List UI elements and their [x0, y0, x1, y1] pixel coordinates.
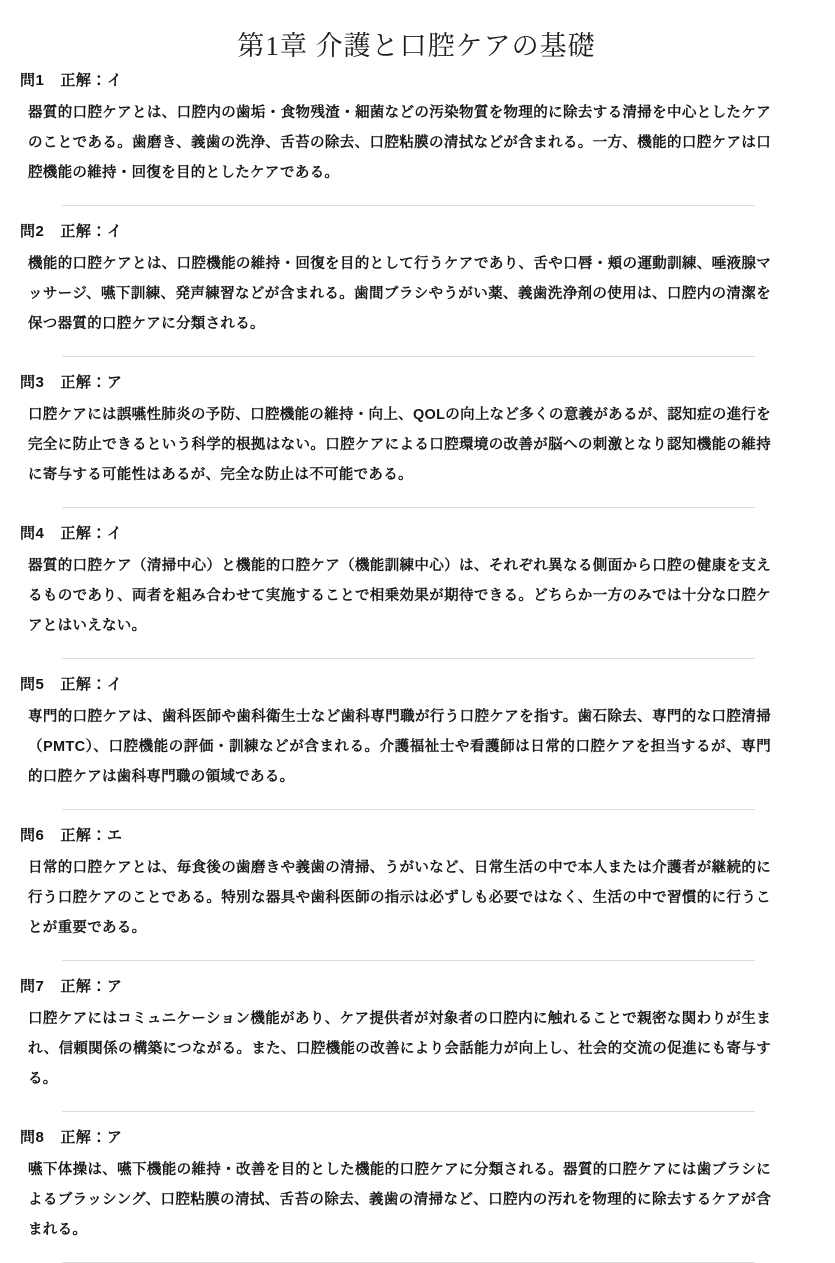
- question-number: 問6: [20, 827, 45, 844]
- section-divider: [62, 1111, 755, 1112]
- section-divider: [62, 507, 755, 508]
- question-block-4: [20, 523, 813, 659]
- question-number: 問8: [20, 1129, 45, 1146]
- question-answer: 正解：イ: [60, 676, 123, 693]
- question-block-3: [20, 372, 813, 508]
- question-explanation: 器質的口腔ケアとは、口腔内の歯垢・食物残渣・細菌などの汚染物質を物理的に除去する清掃を中心としたケアのことである。歯磨き、義歯の洗浄、舌苔の除去、口腔粘膜の清拭などが含まれる。一方、機能的口腔ケアは口腔機能の維持・回復を目的としたケアである。: [28, 105, 771, 181]
- question-block-2: [20, 221, 813, 357]
- question-number: 問1: [20, 72, 45, 89]
- question-explanation: 器質的口腔ケア（清掃中心）と機能的口腔ケア（機能訓練中心）は、それぞれ異なる側面から口腔の健康を支えるものであり、両者を組み合わせて実施することで相乗効果が期待できる。どちらか一方のみでは十分な口腔ケアとはいえない。: [28, 558, 771, 634]
- question-answer: 正解：ア: [60, 374, 123, 391]
- question-answer: 正解：ア: [60, 1129, 123, 1146]
- question-block-8: [20, 1127, 813, 1263]
- section-divider: [62, 809, 755, 810]
- question-explanation: 専門的口腔ケアは、歯科医師や歯科衛生士など歯科専門職が行う口腔ケアを指す。歯石除去、専門的な口腔清掃（PMTC）、口腔機能の評価・訓練などが含まれる。介護福祉士や看護師は日常的口腔ケアを担当するが、専門的口腔ケアは歯科専門職の領域である。: [28, 709, 771, 785]
- question-header: [20, 674, 813, 696]
- question-number: 問3: [20, 374, 45, 391]
- section-divider: [62, 356, 755, 357]
- question-header: [20, 70, 813, 92]
- question-block-6: [20, 825, 813, 961]
- question-number: 問5: [20, 676, 45, 693]
- question-answer: 正解：ア: [60, 978, 123, 995]
- question-header: [20, 221, 813, 243]
- question-block-5: [20, 674, 813, 810]
- question-explanation: 機能的口腔ケアとは、口腔機能の維持・回復を目的として行うケアであり、舌や口唇・頬の運動訓練、唾液腺マッサージ、嚥下訓練、発声練習などが含まれる。歯間ブラシやうがい薬、義歯洗浄剤の使用は、口腔内の清潔を保つ器質的口腔ケアに分類される。: [28, 256, 771, 332]
- section-divider: [62, 960, 755, 961]
- question-block-1: [20, 70, 813, 206]
- question-number: 問7: [20, 978, 45, 995]
- question-answer: 正解：イ: [60, 223, 123, 240]
- question-block-7: [20, 976, 813, 1112]
- question-answer: 正解：イ: [60, 72, 123, 89]
- question-header: [20, 372, 813, 394]
- question-header: [20, 825, 813, 847]
- section-divider: [62, 205, 755, 206]
- question-number: 問2: [20, 223, 45, 240]
- question-header: [20, 1127, 813, 1149]
- section-divider: [62, 658, 755, 659]
- question-answer: 正解：エ: [60, 827, 123, 844]
- chapter-title: 第1章 介護と口腔ケアの基礎: [237, 31, 596, 61]
- question-explanation: 口腔ケアには誤嚥性肺炎の予防、口腔機能の維持・向上、QOLの向上など多くの意義があるが、認知症の進行を完全に防止できるという科学的根拠はない。口腔ケアによる口腔環境の改善が脳への刺激となり認知機能の維持に寄与する可能性はあるが、完全な防止は不可能である。: [28, 407, 771, 483]
- question-explanation: 日常的口腔ケアとは、毎食後の歯磨きや義歯の清掃、うがいなど、日常生活の中で本人または介護者が継続的に行う口腔ケアのことである。特別な器具や歯科医師の指示は必ずしも必要ではなく、生活の中で習慣的に行うことが重要である。: [28, 860, 771, 936]
- question-number: 問4: [20, 525, 45, 542]
- question-answer: 正解：イ: [60, 525, 123, 542]
- question-explanation: 口腔ケアにはコミュニケーション機能があり、ケア提供者が対象者の口腔内に触れることで親密な関わりが生まれ、信頼関係の構築につながる。また、口腔機能の改善により会話能力が向上し、社会的交流の促進にも寄与する。: [28, 1011, 771, 1087]
- question-header: [20, 523, 813, 545]
- question-explanation: 嚥下体操は、嚥下機能の維持・改善を目的とした機能的口腔ケアに分類される。器質的口腔ケアには歯ブラシによるブラッシング、口腔粘膜の清拭、舌苔の除去、義歯の清掃など、口腔内の汚れを物理的に除去するケアが含まれる。: [28, 1162, 771, 1238]
- question-header: [20, 976, 813, 998]
